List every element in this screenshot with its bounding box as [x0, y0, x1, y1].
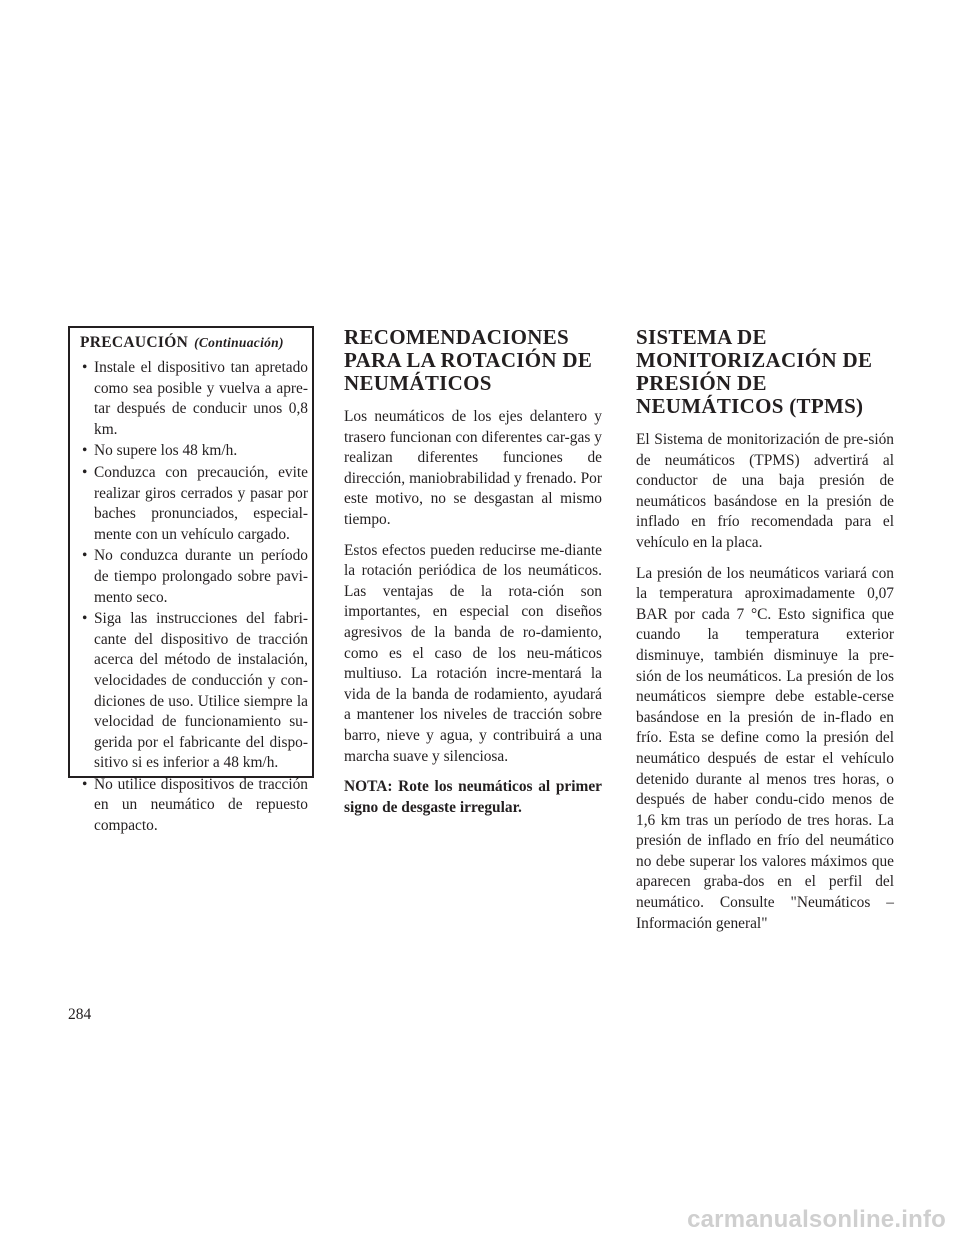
tpms-title: SISTEMA DE MONITORIZACIÓN DE PRESIÓN DE NEUMÁTICOS (TPMS) [636, 325, 873, 418]
watermark: carmanualsonline.info [687, 1206, 946, 1233]
caution-item: • No utilice dispositivos de tracción en un neumático de repuesto compacto. [76, 775, 308, 837]
page-number: 284 [68, 1006, 92, 1023]
tpms-paragraph: La presión de los neumáticos variará con la temperatura aproximadamente 0,07 BAR por cada 7 °C. Esto significa que cuando la temperatura exterior disminuye, también disminuye la pre-sión de los neumáticos. La presión de los neumáticos siempre debe estable-cerse basándose en la presión de in-flado en frío. Esta se define como la presión del neumático después de estar el vehículo detenido durante al menos tres horas, o después de haber condu-cido menos de 1,6 km tras un período de tres horas. La presión de inflado en frío del neumático no debe superar los valores máximos que aparecen graba-dos en el perfil del neumático. Consulte "Neumáticos – Información general" [636, 564, 894, 932]
caution-item: • Instale el dispositivo tan apretado como sea posible y vuelva a apre-tar después de conducir unos 0,8 km. [76, 358, 308, 440]
caution-item: • No conduzca durante un período de tiempo prolongado sobre pavi-mento seco. [76, 546, 308, 608]
caution-continuation: (Continuación) [194, 335, 284, 350]
caution-item: • Siga las instrucciones del fabri-cante del dispositivo de tracción acerca del método de instalación, velocidades de conducción y con-diciones de uso. Utilice siempre la velocidad de funcionamiento su-gerida por el fabricante del dispo-sitivo si es inferior a 48 km/h. [76, 609, 308, 774]
caution-item: • No supere los 48 km/h. [76, 441, 308, 462]
rotation-paragraph: Los neumáticos de los ejes delantero y trasero funcionan con diferentes car-gas y realizan diferentes funciones de dirección, maniobrabilidad y frenado. Por este motivo, no se desgastan al mismo tiempo. [344, 408, 602, 528]
rotation-section [344, 326, 602, 828]
tpms-paragraph: El Sistema de monitorización de pre-sión de neumáticos (TPMS) advertirá al conductor de una baja presión de neumáticos basándose en la presión de inflado en frío recomendada para el vehículo en la placa. [636, 431, 894, 551]
caution-list [76, 358, 308, 837]
rotation-paragraph: Estos efectos pueden reducirse me-diante la rotación periódica de los neumáticos. Las ventajas de la rota-ción son importantes, en especial con diseños agresivos de la banda de ro-damiento, como es el caso de los neu-máticos multiuso. La rotación incre-mentará la vida de la banda de rodamiento, ayudará a mantener los niveles de tracción sobre barro, nieve y agua, y contribuirá a una marcha suave y silenciosa. [344, 541, 602, 765]
caution-box [68, 326, 314, 835]
caution-item: • Conduzca con precaución, evite realizar giros cerrados y pasar por baches pronunciados, especial-mente con un vehículo cargado. [76, 463, 308, 545]
caution-heading: PRECAUCIÓN (Continuación) [80, 334, 284, 351]
rotation-note: NOTA: Rote los neumáticos al primer signo de desgaste irregular. [344, 778, 602, 816]
rotation-title: RECOMENDACIONES PARA LA ROTACIÓN DE NEUMÁTICOS [344, 325, 593, 395]
tpms-section [636, 326, 894, 944]
